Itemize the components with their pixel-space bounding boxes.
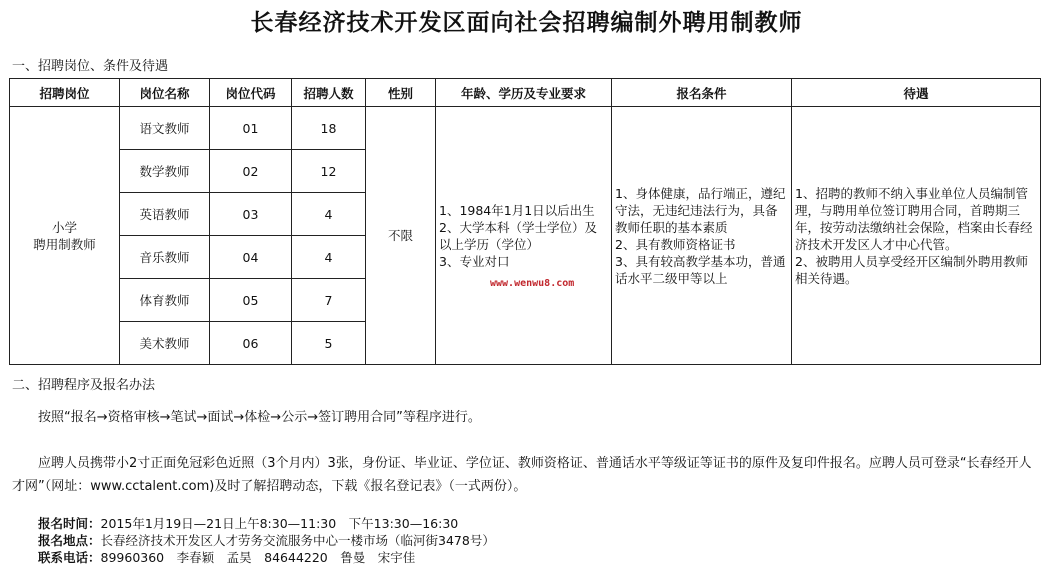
header-gender: 性别: [366, 79, 436, 107]
header-code: 岗位代码: [210, 79, 292, 107]
watermark: www.wenwu8.com: [490, 278, 575, 289]
registration-time-value: 2015年1月19日—21日上午8:30—11:30 下午13:30—16:30: [100, 516, 459, 531]
position-code: 02: [210, 150, 292, 193]
benefit-item: 1、招聘的教师不纳入事业单位人员编制管理，与聘用单位签订聘用合同，首聘期三年，按劳动法缴纳社会保险，档案由长春经济技术开发区人才中心代管。: [795, 185, 1033, 252]
registration-time-label: 报名时间：: [38, 516, 101, 531]
header-name: 岗位名称: [120, 79, 210, 107]
section-heading-positions: 一、招聘岗位、条件及待遇: [12, 59, 169, 74]
contact-phone-value: 89960360 李春颖 孟昊 84644220 鲁曼 宋宇佳: [100, 550, 416, 565]
positions-table: [9, 78, 1041, 365]
requirement-item: 1、1984年1月1日以后出生: [439, 202, 595, 218]
page-title: 长春经济技术开发区面向社会招聘编制外聘用制教师: [250, 10, 803, 36]
post-line-1: 小学: [51, 219, 77, 235]
benefit-item: 2、被聘用人员享受经开区编制外聘用教师相关待遇。: [795, 253, 1028, 286]
registration-time: [38, 515, 458, 532]
condition-item: 1、身体健康，品行端正，遵纪守法，无违纪违法行为，具备教师任职的基本素质: [615, 185, 786, 235]
table-row: [10, 107, 1041, 150]
position-count: 5: [292, 322, 366, 365]
position-code: 04: [210, 236, 292, 279]
requirement-item: 3、专业对口: [439, 253, 510, 269]
position-count: 4: [292, 236, 366, 279]
requirements-cell: [436, 107, 612, 365]
contact-phone-label: 联系电话：: [38, 550, 101, 565]
registration-place-value: 长春经济技术开发区人才劳务交流服务中心一楼市场（临河街3478号）: [100, 533, 495, 548]
header-conditions: 报名条件: [612, 79, 792, 107]
header-count: 招聘人数: [292, 79, 366, 107]
position-count: 4: [292, 193, 366, 236]
position-code: 01: [210, 107, 292, 150]
position-name: 音乐教师: [120, 236, 210, 279]
position-count: 18: [292, 107, 366, 150]
position-name: 数学教师: [120, 150, 210, 193]
header-requirements: 年龄、学历及专业要求: [436, 79, 612, 107]
position-name: 英语教师: [120, 193, 210, 236]
procedure-text: 按照“报名→资格审核→笔试→面试→体检→公示→签订聘用合同”等程序进行。: [38, 410, 481, 425]
registration-place: [38, 532, 495, 549]
section-heading-procedure: 二、招聘程序及报名办法: [12, 378, 156, 393]
condition-item: 3、具有较高教学基本功，普通话水平二级甲等以上: [615, 253, 786, 286]
position-count: 12: [292, 150, 366, 193]
contact-phone: [38, 549, 415, 566]
post-cell: [10, 107, 120, 365]
gender-cell: 不限: [366, 107, 436, 365]
header-post: 招聘岗位: [10, 79, 120, 107]
table-header-row: [10, 79, 1041, 107]
application-text: 应聘人员携带小2寸正面免冠彩色近照（3个月内）3张，身份证、毕业证、学位证、教师资格证、普通话水平等级证等证书的原件及复印件报名。应聘人员可登录“长春经开人才网”（网址：www.cctalent.com)及时了解招聘动态，下载《报名登记表》（一式两份）。: [12, 456, 1032, 494]
registration-place-label: 报名地点：: [38, 533, 101, 548]
requirement-item: 2、大学本科（学士学位）及以上学历（学位）: [439, 219, 597, 252]
position-name: 美术教师: [120, 322, 210, 365]
position-code: 03: [210, 193, 292, 236]
benefits-cell: [792, 107, 1041, 365]
position-name: 语文教师: [120, 107, 210, 150]
position-code: 06: [210, 322, 292, 365]
post-line-2: 聘用制教师: [33, 236, 96, 252]
position-count: 7: [292, 279, 366, 322]
condition-item: 2、具有教师资格证书: [615, 236, 736, 252]
header-benefits: 待遇: [792, 79, 1041, 107]
position-name: 体育教师: [120, 279, 210, 322]
conditions-cell: [612, 107, 792, 365]
position-code: 05: [210, 279, 292, 322]
